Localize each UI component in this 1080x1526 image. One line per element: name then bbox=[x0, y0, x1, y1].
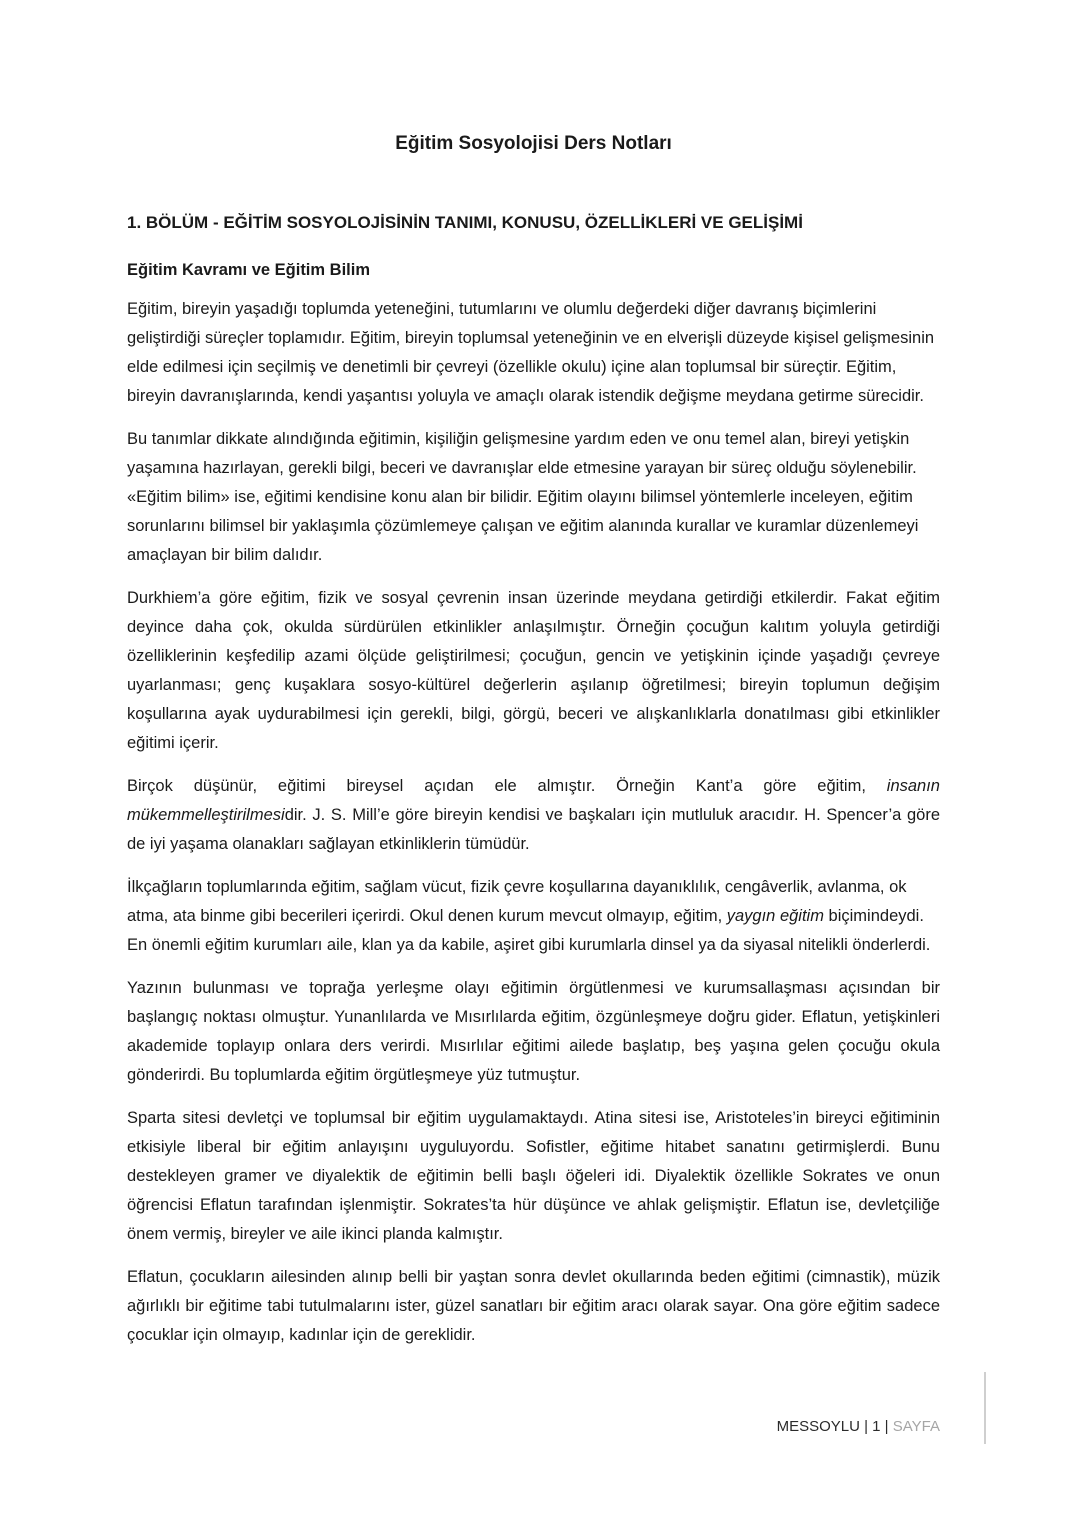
section-heading: 1. BÖLÜM - EĞİTİM SOSYOLOJİSİNİN TANIMI, KONUSU, ÖZELLİKLERİ VE GELİŞİMİ bbox=[127, 213, 803, 232]
paragraph-6: Yazının bulunması ve toprağa yerleşme olayı eğitimin örgütlenmesi ve kurumsallaşması açısından bir başlangıç noktası olmuştur. Yunanlılarda ve Mısırlılarda eğitim, özgünleşmeye doğru gider. Eflatun, yetişkinleri akademide toplayıp onlara ders verirdi. Mısırlılar eğitimi ailede başlatıp, beş yaşına gelen çocuğu okula gönderirdi. Bu toplumlarda eğitim örgütleşmeye yüz tutmuştur. bbox=[127, 979, 940, 1084]
paragraph-4-text-a: Birçok düşünür, eğitimi bireysel açıdan ele almıştır. Örneğin Kant’a göre eğitim, bbox=[127, 777, 887, 795]
italic-phrase-yaygin-egitim: yaygın eğitim bbox=[726, 907, 824, 925]
paragraph-5 bbox=[127, 873, 940, 960]
paragraph-8: Eflatun, çocukların ailesinden alınıp belli bir yaştan sonra devlet okullarında beden eğitimi (cimnastik), müzik ağırlıklı bir eğitime tabi tutulmalarını ister, güzel sanatları bir eğitim aracı olarak sayar. Ona göre eğitim sadece çocuklar için olmayıp, kadınlar için de gereklidir. bbox=[127, 1268, 940, 1344]
document-title: Eğitim Sosyolojisi Ders Notları bbox=[395, 133, 672, 154]
paragraph-4-text-c: dir. J. S. Mill’e göre bireyin kendisi ve başkaları için mutluluk aracıdır. H. Spencer’a göre de iyi yaşama olanakları sağlayan etkinliklerin tümüdür. bbox=[127, 806, 940, 853]
paragraph-7: Sparta sitesi devletçi ve toplumsal bir eğitim uygulamaktaydı. Atina sitesi ise, Aristoteles’in bireyci eğitiminin etkisiyle liberal bir eğitim anlayışını uyguluyordu. Sofistler, eğitime hitabet sanatını getirmişlerdi. Bunu destekleyen gramer ve diyalektik de eğitimin belli başlı öğeleri idi. Diyalektik özellikle Sokrates ve onun öğrencisi Eflatun tarafından işlenmiştir. Sokrates’ta hür düşünce ve ahlak gelişmiştir. Eflatun ise, devletçiliğe önem vermiş, bireyler ve aile ikinci planda kalmıştır. bbox=[127, 1109, 940, 1243]
footer-page-label: SAYFA bbox=[892, 1418, 940, 1435]
paragraph-5-text-a: İlkçağların toplumlarında eğitim, sağlam vücut, fizik çevre koşullarına dayanıklılık, cengâverlik, avlanma, ok atma, ata binme gibi becerileri içerirdi. Okul denen kurum mevcut olmayıp, eğitim, bbox=[127, 878, 907, 925]
paragraph-5-text-c: biçimindeydi. En önemli eğitim kurumları aile, klan ya da kabile, aşiret gibi kurumlarla dinsel ya da siyasal nitelikli önderlerdi. bbox=[127, 907, 931, 954]
paragraph-3: Durkhiem’a göre eğitim, fizik ve sosyal çevrenin insan üzerinde meydana getirdiği etkilerdir. Fakat eğitim deyince daha çok, okulda sürdürülen etkinlikler anlaşılmıştır. Örneğin çocuğun kalıtım yoluyla getirdiği özelliklerinin keşfedilip azami ölçüde geliştirilmesi; çocuğun, gencin ve yetişkinin içinde yaşadığı çevreye uyarlanması; genç kuşaklara sosyo-kültürel değerlerin aşılanıp öğretilmesi; bireyin toplumun değişim koşullarına ayak uydurabilmesi için gerekli, bilgi, görgü, beceri ve alışkanlıklarla donatılması gibi etkinlikler eğitimi içerir. bbox=[127, 589, 940, 752]
right-edge-line bbox=[984, 1372, 986, 1444]
page-footer bbox=[777, 1417, 940, 1437]
paragraph-2: Bu tanımlar dikkate alındığında eğitimin, kişiliğin gelişmesine yardım eden ve onu temel alan, bireyi yetişkin yaşamına hazırlayan, gerekli bilgi, beceri ve davranışlar elde etmesine yarayan bir süreç olduğu söylenebilir. «Eğitim bilim» ise, eğitimi kendisine konu alan bir bilidir. Eğitim olayını bilimsel yöntemlerle inceleyen, eğitim sorunlarını bilimsel bir yaklaşımla çözümlemeye çalışan ve eğitim alanında kurallar ve kuramlar düzenlemeyi amaçlayan bir bilim dalıdır. bbox=[127, 430, 919, 564]
paragraph-4 bbox=[127, 772, 940, 859]
paragraph-1: Eğitim, bireyin yaşadığı toplumda yeteneğini, tutumlarını ve olumlu değerdeki diğer davranış biçimlerini geliştirdiği süreçler toplamıdır. Eğitim, bireyin toplumsal yeteneğinin ve en elverişli düzeyde kişisel gelişmesinin elde edilmesi için seçilmiş ve denetimli bir çevreyi (özellikle okulu) içine alan toplumsal bir süreçtir. Eğitim, bireyin davranışlarında, kendi yaşantısı yoluyla ve amaçlı olarak istendik değişme meydana getirme sürecidir. bbox=[127, 300, 935, 405]
italic-phrase-kant: insanın mükemmelleştirilmesi bbox=[127, 777, 940, 824]
subsection-heading: Eğitim Kavramı ve Eğitim Bilim bbox=[127, 261, 370, 279]
footer-author-page-number: MESSOYLU | 1 | bbox=[776, 1418, 893, 1435]
